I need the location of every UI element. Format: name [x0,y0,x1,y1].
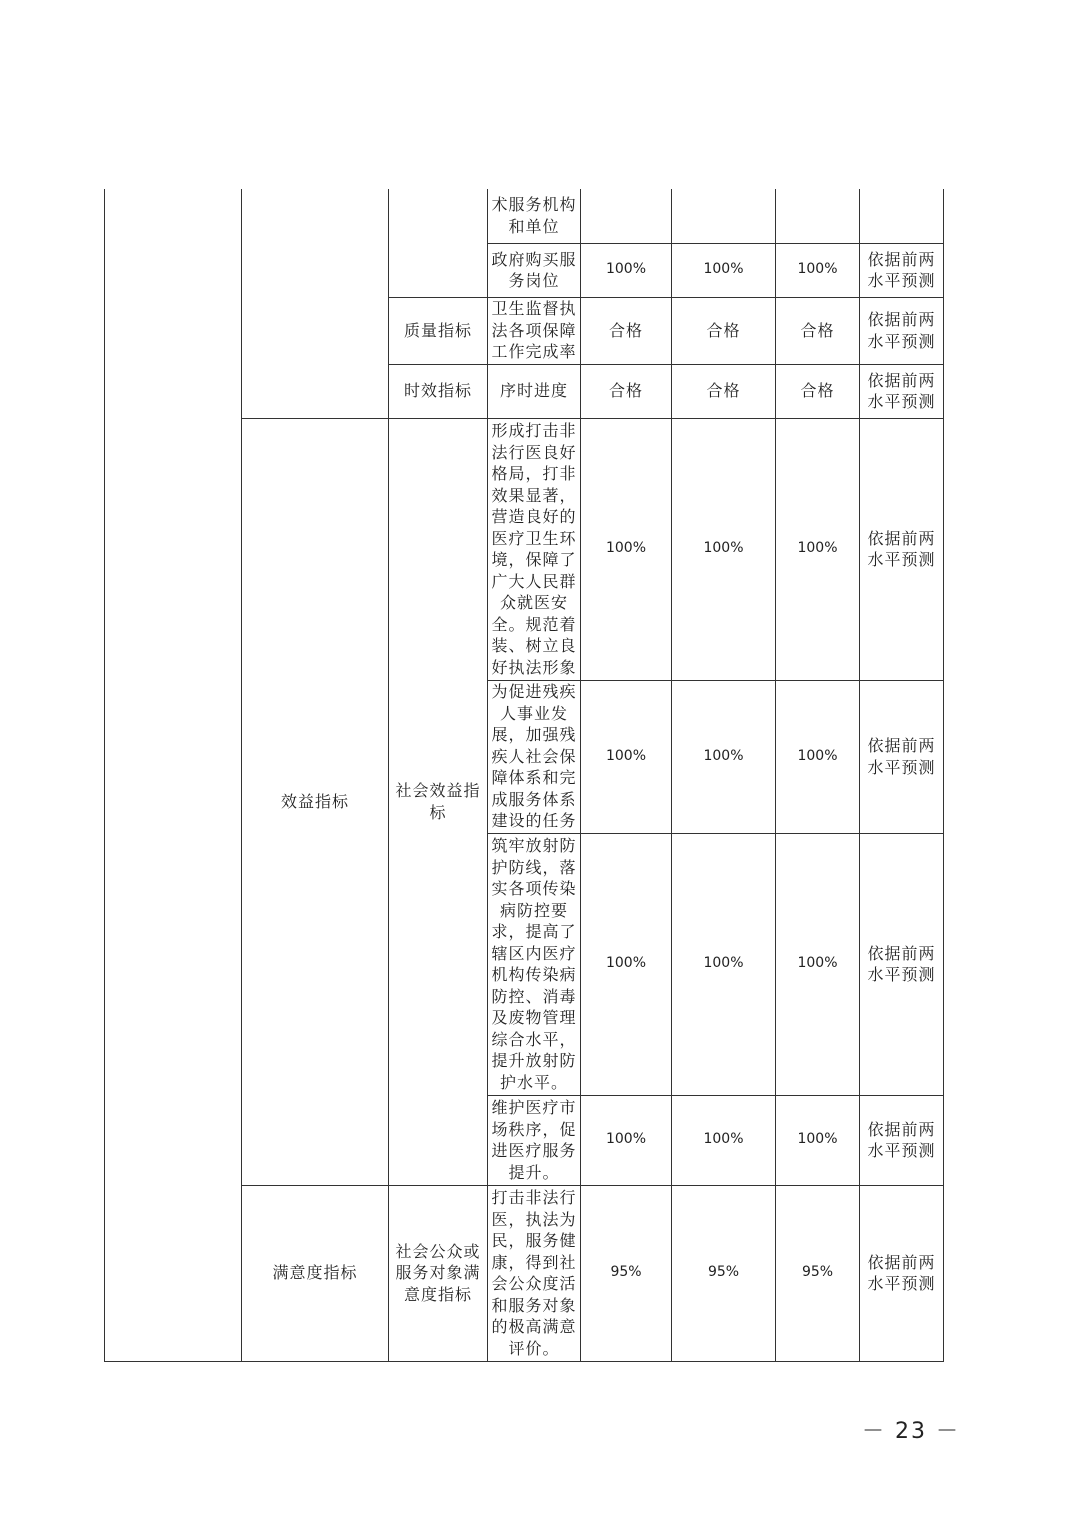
target-value-cell: 100% [672,833,776,1095]
performance-indicator-table [104,189,944,1362]
level1-category-cell: 效益指标 [242,418,389,1185]
target-value-cell: 100% [581,833,672,1095]
target-value-cell [776,189,860,243]
basis-cell: 依据前两水平预测 [860,297,944,364]
target-value-cell [672,189,776,243]
basis-cell: 依据前两水平预测 [860,243,944,297]
level1-category-cell [242,189,389,418]
target-value-cell: 95% [672,1185,776,1361]
target-value-cell: 95% [581,1185,672,1361]
target-value-cell: 100% [672,418,776,680]
target-value-cell: 100% [672,243,776,297]
target-value-cell: 100% [581,1095,672,1185]
basis-cell: 依据前两水平预测 [860,1095,944,1185]
target-value-cell [581,189,672,243]
level2-category-cell: 社会效益指标 [389,418,488,1185]
level2-category-cell [389,189,488,297]
target-value-cell: 100% [776,680,860,833]
target-value-cell: 100% [581,418,672,680]
level1-indicator-cell [105,189,242,1361]
target-value-cell: 合格 [581,297,672,364]
indicator-description: 术服务机构和单位 [488,189,581,243]
target-value-cell: 100% [672,1095,776,1185]
basis-cell: 依据前两水平预测 [860,364,944,418]
target-value-cell: 100% [776,1095,860,1185]
basis-cell: 依据前两水平预测 [860,833,944,1095]
level2-category-cell: 社会公众或服务对象满意度指标 [389,1185,488,1361]
target-value-cell: 95% [776,1185,860,1361]
level2-category-cell: 时效指标 [389,364,488,418]
basis-cell: 依据前两水平预测 [860,418,944,680]
indicator-description: 政府购买服务岗位 [488,243,581,297]
indicator-description: 形成打击非法行医良好格局，打非效果显著，营造良好的医疗卫生环境，保障了广大人民群众就医安全。规范着装、树立良好执法形象 [488,418,581,680]
page-number: － 23 － [862,1419,960,1444]
target-value-cell: 100% [581,680,672,833]
target-value-cell: 100% [672,680,776,833]
indicator-description: 为促进残疾人事业发展，加强残疾人社会保障体系和完成服务体系建设的任务 [488,680,581,833]
indicator-description: 卫生监督执法各项保障工作完成率 [488,297,581,364]
indicator-description: 筑牢放射防护防线，落实各项传染病防控要求，提高了辖区内医疗机构传染病防控、消毒及废物管理综合水平，提升放射防护水平。 [488,833,581,1095]
indicator-description: 序时进度 [488,364,581,418]
table-row [105,189,944,243]
level2-category-cell: 质量指标 [389,297,488,364]
target-value-cell: 合格 [581,364,672,418]
basis-cell: 依据前两水平预测 [860,680,944,833]
target-value-cell: 合格 [672,297,776,364]
target-value-cell: 合格 [776,364,860,418]
target-value-cell: 100% [776,243,860,297]
indicator-description: 维护医疗市场秩序，促进医疗服务提升。 [488,1095,581,1185]
level1-category-cell: 满意度指标 [242,1185,389,1361]
target-value-cell: 100% [776,833,860,1095]
target-value-cell: 合格 [672,364,776,418]
target-value-cell: 100% [581,243,672,297]
basis-cell [860,189,944,243]
basis-cell: 依据前两水平预测 [860,1185,944,1361]
target-value-cell: 合格 [776,297,860,364]
indicator-description: 打击非法行医，执法为民，服务健康，得到社会公众度活和服务对象的极高满意评价。 [488,1185,581,1361]
target-value-cell: 100% [776,418,860,680]
